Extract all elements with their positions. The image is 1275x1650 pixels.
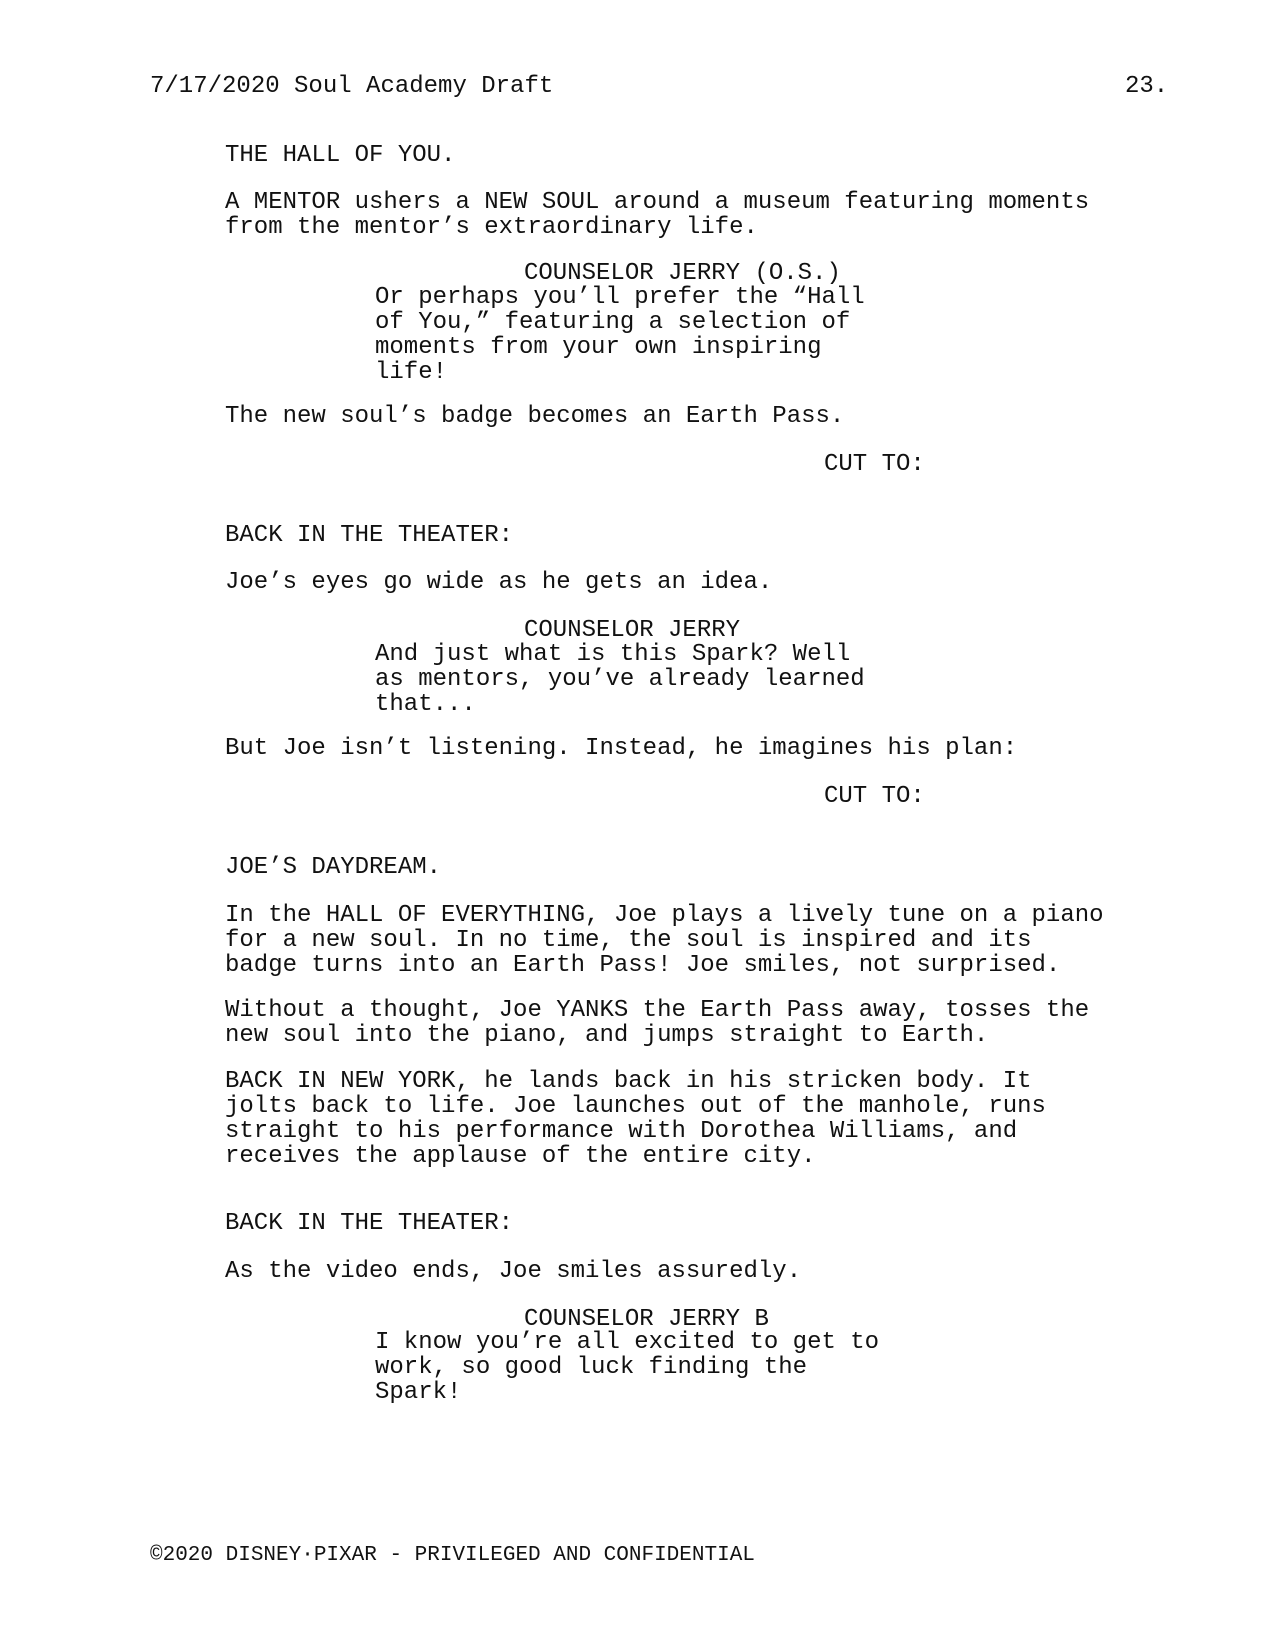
scene-heading: THE HALL OF YOU. xyxy=(225,142,456,169)
scene-heading: JOE’S DAYDREAM. xyxy=(225,854,442,881)
page-number: 23. xyxy=(1125,73,1169,100)
scene-heading: BACK IN THE THEATER: xyxy=(225,522,514,549)
action-line: Joe’s eyes go wide as he gets an idea. xyxy=(225,569,773,596)
scene-heading: BACK IN THE THEATER: xyxy=(225,1210,514,1237)
action-line: As the video ends, Joe smiles assuredly. xyxy=(225,1258,802,1285)
transition: CUT TO: xyxy=(824,783,925,810)
draft-header: 7/17/2020 Soul Academy Draft xyxy=(150,73,554,100)
dialogue: And just what is this Spark? Well as mentors, you’ve already learned that... xyxy=(375,641,865,718)
transition: CUT TO: xyxy=(824,451,925,478)
character-name: COUNSELOR JERRY (O.S.) xyxy=(524,260,841,287)
action-line: BACK IN NEW YORK, he lands back in his stricken body. It jolts back to life. Joe launches out of the manhole, runs straight to his performance with Dorothea Williams, and receives the applause of the entire city. xyxy=(225,1068,1046,1170)
character-name: COUNSELOR JERRY xyxy=(524,617,741,644)
dialogue: Or perhaps you’ll prefer the “Hall of You,” featuring a selection of moments from your own inspiring life! xyxy=(375,284,865,386)
dialogue: I know you’re all excited to get to work, so good luck finding the Spark! xyxy=(375,1329,880,1406)
confidentiality-footer: ©2020 DISNEY·PIXAR - PRIVILEGED AND CONFIDENTIAL xyxy=(150,1544,755,1567)
character-name: COUNSELOR JERRY B xyxy=(524,1306,769,1333)
action-line: In the HALL OF EVERYTHING, Joe plays a lively tune on a piano for a new soul. In no time, the soul is inspired and its badge turns into an Earth Pass! Joe smiles, not surprised. xyxy=(225,902,1104,979)
action-line: A MENTOR ushers a NEW SOUL around a museum featuring moments from the mentor’s extraordinary life. xyxy=(225,189,1090,241)
action-line: But Joe isn’t listening. Instead, he imagines his plan: xyxy=(225,735,1018,762)
action-line: Without a thought, Joe YANKS the Earth Pass away, tosses the new soul into the piano, and jumps straight to Earth. xyxy=(225,997,1090,1049)
action-line: The new soul’s badge becomes an Earth Pass. xyxy=(225,403,845,430)
